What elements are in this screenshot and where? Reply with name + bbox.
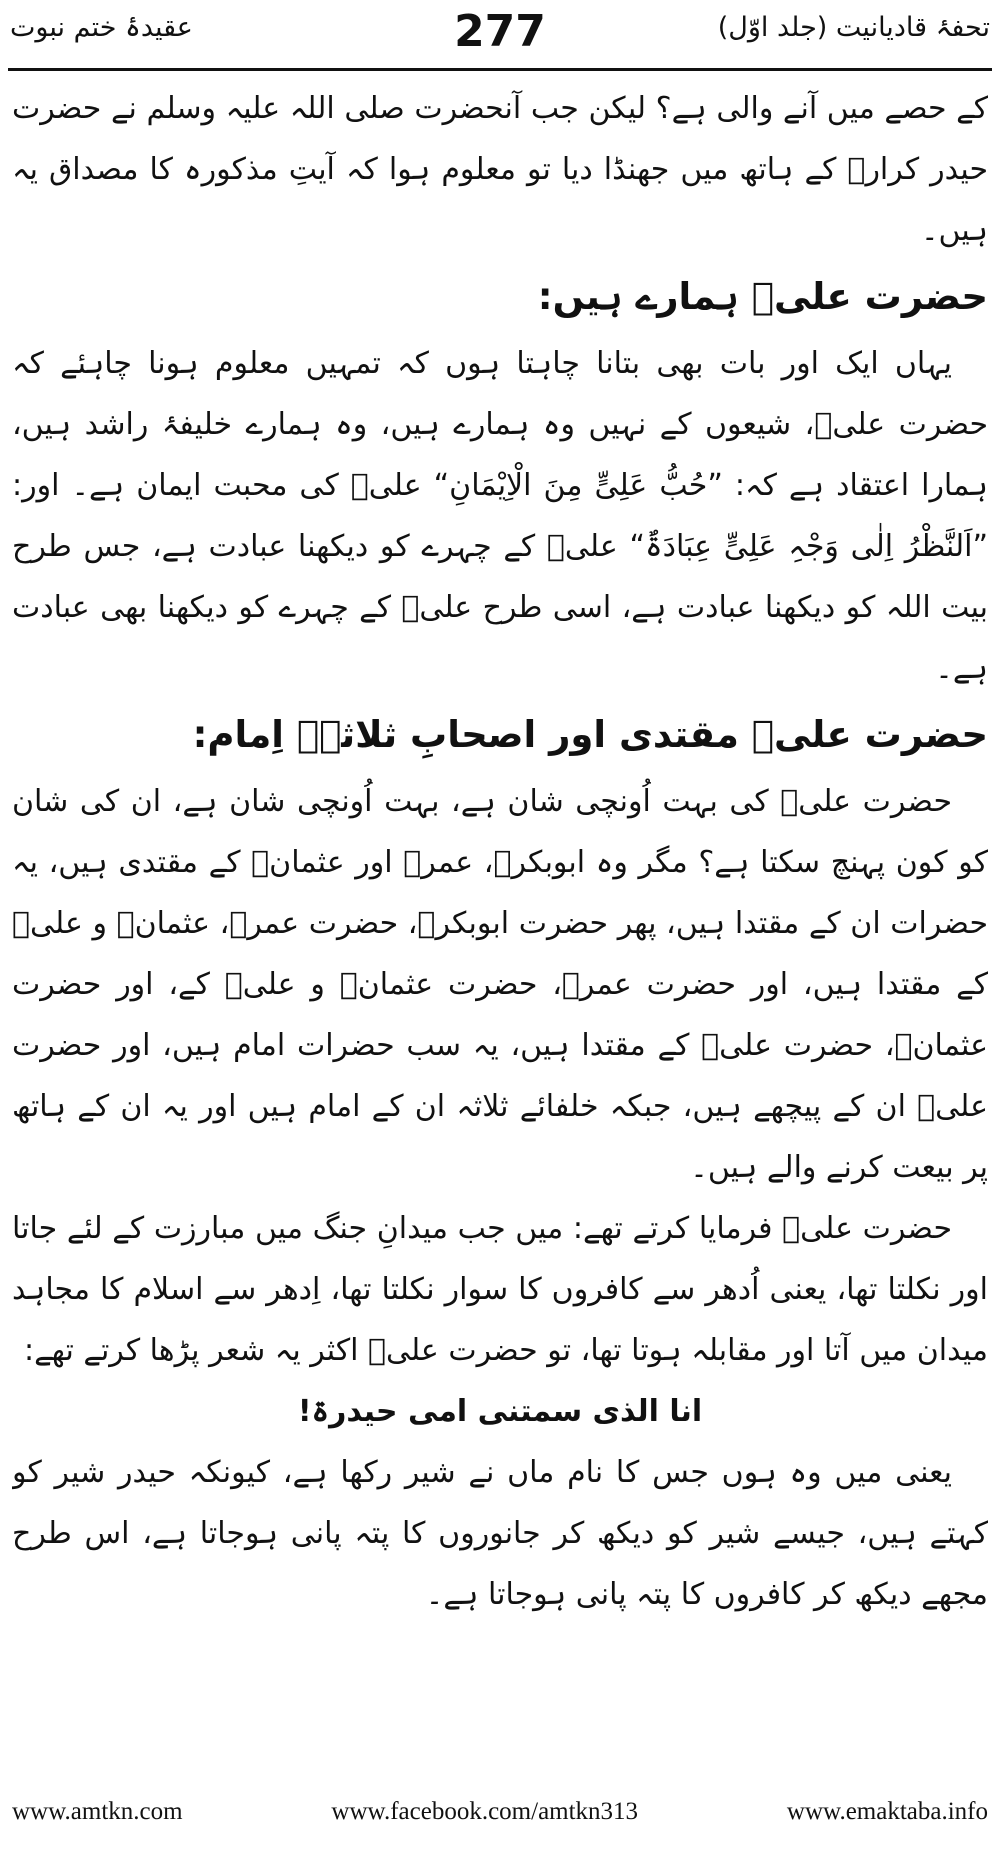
footer-link-amtkn[interactable]: www.amtkn.com — [12, 1798, 183, 1825]
paragraph: یعنی میں وہ ہوں جس کا نام ماں نے شیر رکھا ہے، کیونکہ حیدر شیر کو کہتے ہیں، جیسے شیر کو دیکھ کر جانوروں کا پتہ پانی ہوجاتا ہے، اس طرح مجھے دیکھ کر کافروں کا پتہ پانی ہوجاتا ہے۔ — [12, 1455, 988, 1612]
page-footer — [12, 1792, 988, 1832]
header-divider — [8, 68, 992, 71]
page-body — [12, 78, 988, 1755]
paragraph: کے حصے میں آنے والی ہے؟ لیکن جب آنحضرت صلی اللہ علیہ وسلم نے حضرت حیدر کرارؓ کے ہاتھ میں جھنڈا دیا تو معلوم ہوا کہ آیتِ مذکورہ کا مصداق یہ ہیں۔ — [12, 91, 988, 248]
footer-link-facebook[interactable]: www.facebook.com/amtkn313 — [331, 1798, 639, 1825]
section-heading: حضرت علیؓ ہمارے ہیں: — [537, 275, 988, 318]
page-number: 277 — [454, 6, 546, 57]
header-book-title: تحفۂ قادیانیت (جلد اوّل) — [717, 12, 990, 43]
verse-line: انا الذی سمتنی امی حیدرۃ! — [297, 1394, 703, 1429]
paragraph: حضرت علیؓ کی بہت اُونچی شان ہے، بہت اُونچی شان ہے، ان کی شان کو کون پہنچ سکتا ہے؟ مگر وہ ابوبکرؓ، عمرؓ اور عثمانؓ کے مقتدی ہیں، یہ حضرات ان کے مقتدا ہیں، پھر حضرت ابوبکرؓ، حضرت عمرؓ، عثمانؓ و علیؓ کے مقتدا ہیں، اور حضرت عمرؓ، حضرت عثمانؓ و علیؓ کے، اور حضرت عثمانؓ، حضرت علیؓ کے مقتدا ہیں، یہ سب حضرات امام ہیں، اور حضرت علیؓ ان کے پیچھے ہیں، جبکہ خلفائے ثلاثہ ان کے امام ہیں اور یہ ان کے ہاتھ پر بیعت کرنے والے ہیں۔ — [12, 784, 988, 1185]
header-section-title: عقیدۂ ختم نبوت — [10, 12, 193, 43]
section-heading: حضرت علیؓ مقتدی اور اصحابِ ثلاثہؓ اِمام: — [192, 713, 988, 756]
page-header — [0, 0, 1000, 70]
footer-link-emaktaba[interactable]: www.emaktaba.info — [786, 1798, 988, 1825]
paragraph: حضرت علیؓ فرمایا کرتے تھے: میں جب میدانِ جنگ میں مبارزت کے لئے جاتا اور نکلتا تھا، یعنی اُدھر سے کافروں کا سوار نکلتا تھا، اِدھر سے اسلام کا مجاہد میدان میں آتا اور مقابلہ ہوتا تھا، تو حضرت علیؓ اکثر یہ شعر پڑھا کرتے تھے: — [12, 1211, 988, 1368]
paragraph: یہاں ایک اور بات بھی بتانا چاہتا ہوں کہ تمہیں معلوم ہونا چاہئے کہ حضرت علیؓ، شیعوں کے نہیں وہ ہمارے ہیں، وہ ہمارے خلیفۂ راشد ہیں، ہمارا اعتقاد ہے کہ: ”حُبُّ عَلِیٍّ مِنَ الْاِیْمَانِ“ علیؓ کی محبت ایمان ہے۔ اور: ”اَلنَّظْرُ اِلٰی وَجْہِ عَلِیٍّ عِبَادَۃٌ“ علیؓ کے چہرے کو دیکھنا عبادت ہے، جس طرح بیت اللہ کو دیکھنا عبادت ہے، اسی طرح علیؓ کے چہرے کو دیکھنا بھی عبادت ہے۔ — [12, 346, 988, 686]
